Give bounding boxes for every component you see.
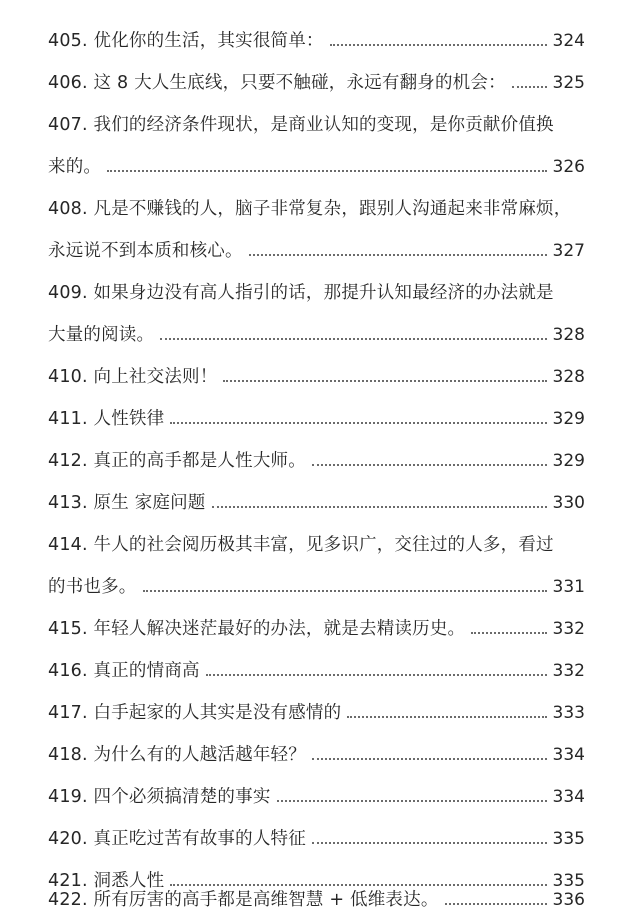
- dot-leader: [249, 253, 547, 256]
- dot-leader: [312, 841, 547, 844]
- page-number: 328: [552, 325, 585, 345]
- page-number: 335: [552, 829, 585, 849]
- page-number: 332: [552, 619, 585, 639]
- dot-leader: [143, 589, 547, 592]
- page-number: 330: [552, 493, 585, 513]
- dot-leader: [330, 43, 547, 46]
- entry-title-cont: 来的。: [48, 157, 102, 177]
- toc-entry-407[interactable]: [48, 98, 585, 138]
- entry-title: 406. 这 8 大人生底线，只要不触碰，永远有翻身的机会：: [48, 73, 506, 93]
- dot-leader: [312, 757, 547, 760]
- toc-entry-414[interactable]: [48, 518, 585, 558]
- entry-title: 418. 为什么有的人越活越年轻？: [48, 745, 306, 765]
- page-number: 335: [552, 871, 585, 891]
- entry-title: 405. 优化你的生活，其实很简单：: [48, 31, 324, 51]
- entry-title: 417. 白手起家的人其实是没有感情的: [48, 703, 342, 723]
- entry-title: 419. 四个必须搞清楚的事实: [48, 787, 271, 807]
- toc-entry-417[interactable]: [48, 686, 585, 726]
- dot-leader: [512, 85, 547, 88]
- entry-title: 416. 真正的情商高: [48, 661, 200, 681]
- toc-entry-420[interactable]: [48, 812, 585, 852]
- toc-entry-416[interactable]: [48, 644, 585, 684]
- toc-entry-405[interactable]: [48, 14, 585, 54]
- dot-leader: [277, 799, 547, 802]
- entry-title: 411. 人性铁律: [48, 409, 165, 429]
- toc-entry-408-cont[interactable]: [48, 224, 585, 264]
- toc-entry-409[interactable]: [48, 266, 585, 306]
- page-number: 331: [552, 577, 585, 597]
- toc-entry-414-cont[interactable]: [48, 560, 585, 600]
- toc-entry-418[interactable]: [48, 728, 585, 768]
- dot-leader: [212, 505, 547, 508]
- entry-title-cont: 永远说不到本质和核心。: [48, 241, 243, 261]
- dot-leader: [445, 902, 547, 905]
- dot-leader: [347, 715, 546, 718]
- page-number: 334: [552, 787, 585, 807]
- entry-title-cont: 大量的阅读。: [48, 325, 155, 345]
- page-number: 328: [552, 367, 585, 387]
- page-number: 333: [552, 703, 585, 723]
- dot-leader: [107, 169, 546, 172]
- entry-title: 413. 原生 家庭问题: [48, 493, 206, 513]
- toc-entry-409-cont[interactable]: [48, 308, 585, 348]
- toc-entry-407-cont[interactable]: [48, 140, 585, 180]
- page-number: 329: [552, 451, 585, 471]
- dot-leader: [170, 421, 546, 424]
- page-number: 325: [552, 73, 585, 93]
- entry-title: 407. 我们的经济条件现状，是商业认知的变现，是你贡献价值换: [48, 115, 554, 135]
- page-number: 332: [552, 661, 585, 681]
- page-number: 334: [552, 745, 585, 765]
- entry-title-cont: 的书也多。: [48, 577, 137, 597]
- page-number: 326: [552, 157, 585, 177]
- dot-leader: [471, 631, 546, 634]
- toc-entry-415[interactable]: [48, 602, 585, 642]
- entry-title: 421. 洞悉人性: [48, 871, 165, 891]
- page-number: 336: [552, 890, 585, 910]
- toc-entry-408[interactable]: [48, 182, 585, 222]
- dot-leader: [160, 337, 546, 340]
- page-number: 324: [552, 31, 585, 51]
- toc-entry-410[interactable]: [48, 350, 585, 390]
- toc-entry-419[interactable]: [48, 770, 585, 810]
- toc-entry-413[interactable]: [48, 476, 585, 516]
- toc-entry-422[interactable]: [48, 873, 585, 913]
- entry-title: 410. 向上社交法则！: [48, 367, 218, 387]
- toc-entry-406[interactable]: [48, 56, 585, 96]
- toc-entry-412[interactable]: [48, 434, 585, 474]
- dot-leader: [206, 673, 547, 676]
- page-number: 329: [552, 409, 585, 429]
- dot-leader: [223, 379, 546, 382]
- entry-title: 422. 所有厉害的高手都是高维智慧 + 低维表达。: [48, 890, 439, 910]
- page-number: 327: [552, 241, 585, 261]
- entry-title: 409. 如果身边没有高人指引的话，那提升认知最经济的办法就是: [48, 283, 554, 303]
- dot-leader: [312, 463, 547, 466]
- entry-title: 408. 凡是不赚钱的人，脑子非常复杂，跟别人沟通起来非常麻烦，: [48, 199, 572, 219]
- entry-title: 415. 年轻人解决迷茫最好的办法，就是去精读历史。: [48, 619, 466, 639]
- entry-title: 412. 真正的高手都是人性大师。: [48, 451, 306, 471]
- entry-title: 420. 真正吃过苦有故事的人特征: [48, 829, 306, 849]
- entry-title: 414. 牛人的社会阅历极其丰富，见多识广，交往过的人多，看过: [48, 535, 554, 555]
- toc-entry-411[interactable]: [48, 392, 585, 432]
